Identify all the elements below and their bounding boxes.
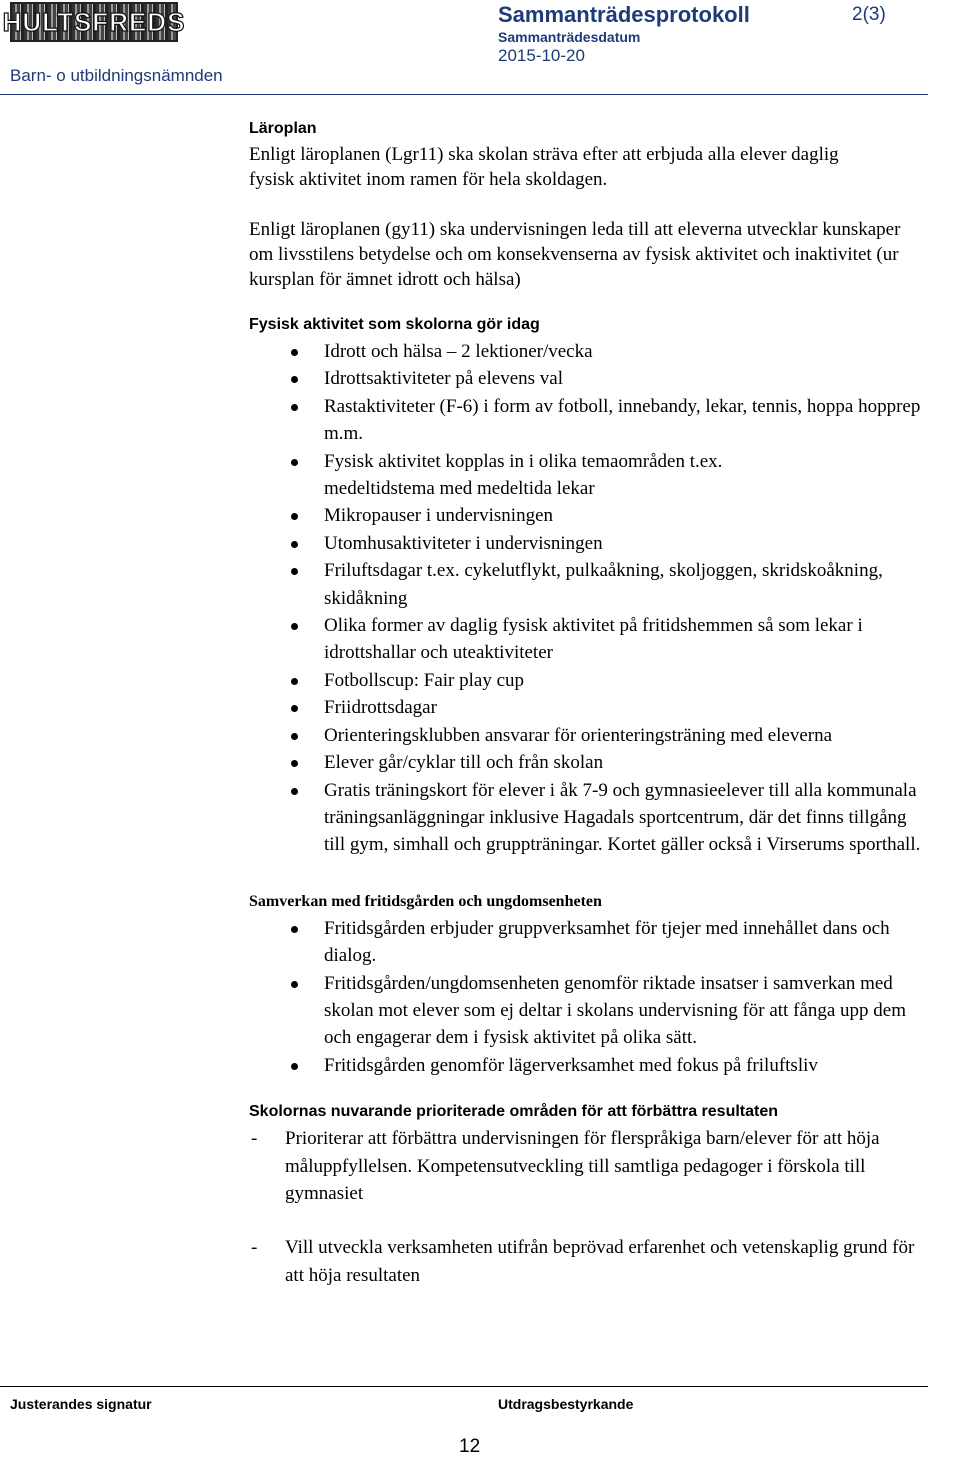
meeting-date: 2015-10-20 — [498, 46, 585, 65]
fysisk-aktivitet-item: Rastaktiviteter (F-6) i form av fotboll, innebandy, lekar, tennis, hoppa hopprep m.m. — [249, 393, 929, 448]
fysisk-aktivitet-item: Mikropauser i undervisningen — [249, 502, 929, 529]
certification-label: Utdragsbestyrkande — [498, 1396, 634, 1412]
fysisk-aktivitet-item: Olika former av daglig fysisk aktivitet på fritidshemmen så som lekar i idrottshallar och uteaktiviteter — [249, 612, 929, 667]
signature-label: Justerandes signatur — [10, 1396, 152, 1412]
page-indicator: 2(3) — [852, 4, 886, 25]
document-title: Sammanträdesprotokoll — [498, 2, 750, 27]
samverkan-item: Fritidsgården erbjuder gruppverksamhet för tjejer med innehållet dans och dialog. — [249, 915, 929, 970]
fysisk-aktivitet-section — [249, 314, 929, 859]
fysisk-aktivitet-item: Friluftsdagar t.ex. cykelutflykt, pulkaåkning, skoljoggen, skridskoåkning, skidåkning — [249, 557, 929, 612]
samverkan-item: Fritidsgården/ungdomsenheten genomför riktade insatser i samverkan med skolan mot elever som ej deltar i skolans undervisning för att fånga upp dem och engagerar dem i fysisk aktivitet på olika sätt. — [249, 970, 929, 1052]
fysisk-aktivitet-item: Fysisk aktivitet kopplas in i olika temaområden t.ex. — [249, 448, 929, 475]
page-number: 12 — [459, 1436, 481, 1457]
fysisk-aktivitet-item: medeltidstema med medeltida lekar — [324, 478, 595, 500]
footer-divider — [0, 1386, 928, 1387]
skolornas-list — [249, 1125, 929, 1289]
skolornas-section — [249, 1101, 929, 1289]
laroplan-heading: Läroplan — [249, 120, 317, 137]
skolornas-item-text: Vill utveckla verksamheten utifrån beprövad erfarenhet och vetenskaplig grund för att höja resultaten — [285, 1237, 915, 1286]
samverkan-section — [249, 891, 929, 1079]
fysisk-aktivitet-item: Friidrottsdagar — [249, 694, 929, 721]
laroplan-section — [249, 118, 929, 292]
fysisk-aktivitet-item: Gratis träningskort för elever i åk 7-9 och gymnasieelever till alla kommunala träningsanläggningar inklusive Hagadals sportcentrum, där det finns tillgång till gym, simhall och gruppträningar. Kortet gäller också i Virserums sporthall. — [249, 777, 929, 859]
laroplan-paragraph-1: Enligt läroplanen (Lgr11) ska skolan sträva efter att erbjuda alla elever daglig fysisk aktivitet inom ramen för hela skoldagen. — [249, 144, 839, 190]
organization-name: Barn- o utbildningsnämnden — [10, 66, 223, 85]
svg-text:HULTSFREDS: HULTSFREDS — [2, 7, 186, 37]
dash-marker: - — [251, 1237, 258, 1259]
laroplan-paragraph-2: Enligt läroplanen (gy11) ska undervisningen leda till att eleverna utvecklar kunskaper om livsstilens betydelse och om konsekvenserna av fysisk aktivitet och inaktivitet (ur kursplan för ämnet idrott och hälsa) — [249, 219, 901, 290]
fysisk-aktivitet-item: Idrott och hälsa – 2 lektioner/vecka — [249, 338, 929, 365]
skolornas-item — [249, 1125, 929, 1207]
fysisk-aktivitet-heading: Fysisk aktivitet som skolorna gör idag — [249, 316, 540, 333]
samverkan-heading: Samverkan med fritidsgården och ungdomsenheten — [249, 892, 602, 910]
samverkan-item: Fritidsgården genomför lägerverksamhet med fokus på friluftsliv — [249, 1052, 929, 1079]
logo-graphic — [2, 4, 186, 40]
skolornas-item — [249, 1234, 929, 1289]
skolornas-heading: Skolornas nuvarande prioriterade områden för att förbättra resultaten — [249, 1103, 779, 1121]
skolornas-item-text: Prioriterar att förbättra undervisningen för flerspråkiga barn/elever för att höja måluppfyllelsen. Kompetensutveckling till samtliga pedagoger i förskola till gymnasiet — [285, 1128, 880, 1204]
fysisk-aktivitet-item: Elever går/cyklar till och från skolan — [249, 749, 929, 776]
municipality-logo — [2, 2, 186, 42]
fysisk-aktivitet-item: Utomhusaktiviteter i undervisningen — [249, 530, 929, 557]
dash-marker: - — [251, 1128, 258, 1150]
header-divider — [0, 94, 928, 95]
fysisk-aktivitet-list — [249, 338, 929, 859]
meeting-date-label: Sammanträdesdatum — [498, 29, 641, 45]
fysisk-aktivitet-item: Idrottsaktiviteter på elevens val — [249, 365, 929, 392]
fysisk-aktivitet-item: Orienteringsklubben ansvarar för orienteringsträning med eleverna — [249, 722, 929, 749]
document-body — [249, 118, 929, 1289]
fysisk-aktivitet-item: Fotbollscup: Fair play cup — [249, 667, 929, 694]
samverkan-list — [249, 915, 929, 1079]
